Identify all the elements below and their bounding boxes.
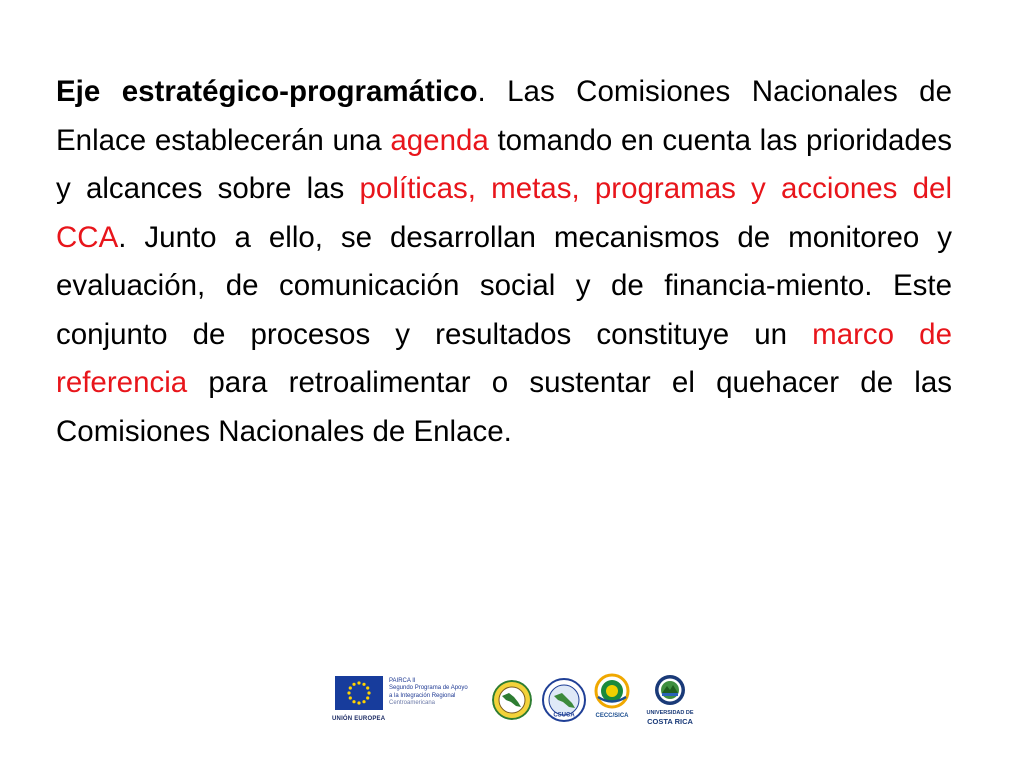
pairca-line-4: Centroamericana: [389, 700, 436, 707]
eu-flag-icon: [335, 676, 383, 710]
ucr-line-2: COSTA RICA: [647, 717, 693, 726]
pairca-line-3: a la Integración Regional: [389, 692, 456, 699]
ucr-line-1: UNIVERSIDAD DE: [646, 710, 694, 716]
ceccsica-logo: [592, 672, 632, 726]
eu-pairca-logo: [332, 676, 482, 722]
seal-map-logo-icon: [492, 680, 532, 720]
paragraph-text-1: . Las Comisiones Nacionales de Enlace establecerán una: [56, 75, 952, 157]
highlight-marco: marco de referencia: [56, 317, 952, 399]
ceccsica-name: CECC/SICA: [595, 713, 629, 719]
pairca-line-2: Segundo Programa de Apoyo: [389, 685, 468, 692]
paragraph-text-2: tomando en cuenta las prioridades y alcances sobre las: [56, 123, 952, 205]
ceccsica-icon: [592, 672, 632, 712]
pairca-line-1: PAIRCA II: [389, 678, 416, 684]
highlight-politicas: políticas, metas, programas y acciones del CCA: [56, 172, 953, 254]
highlight-agenda: agenda: [390, 123, 489, 157]
sponsor-logos: [330, 668, 700, 728]
pairca-text: [389, 678, 468, 708]
paragraph-text-4: para retroalimentar o sustentar el quehacer de las Comisiones Nacionales de Enlace.: [56, 366, 952, 448]
csuca-seal-icon: [542, 678, 586, 722]
eu-label: UNIÓN EUROPEA: [332, 716, 386, 722]
ucr-logo: [642, 672, 698, 726]
paragraph-text-3: . Junto a ello, se desarrollan mecanismos de monitoreo y evaluación, de comunicación social y de financia-miento. Este conjunto de procesos y resultados constituye un: [56, 220, 952, 351]
ucr-shield-icon: [642, 672, 698, 710]
csuca-seal: [542, 678, 586, 722]
paragraph-heading: Eje estratégico-programático: [56, 75, 478, 108]
seal2-text: CSUCA: [553, 712, 575, 719]
slide-paragraph: [56, 68, 952, 456]
